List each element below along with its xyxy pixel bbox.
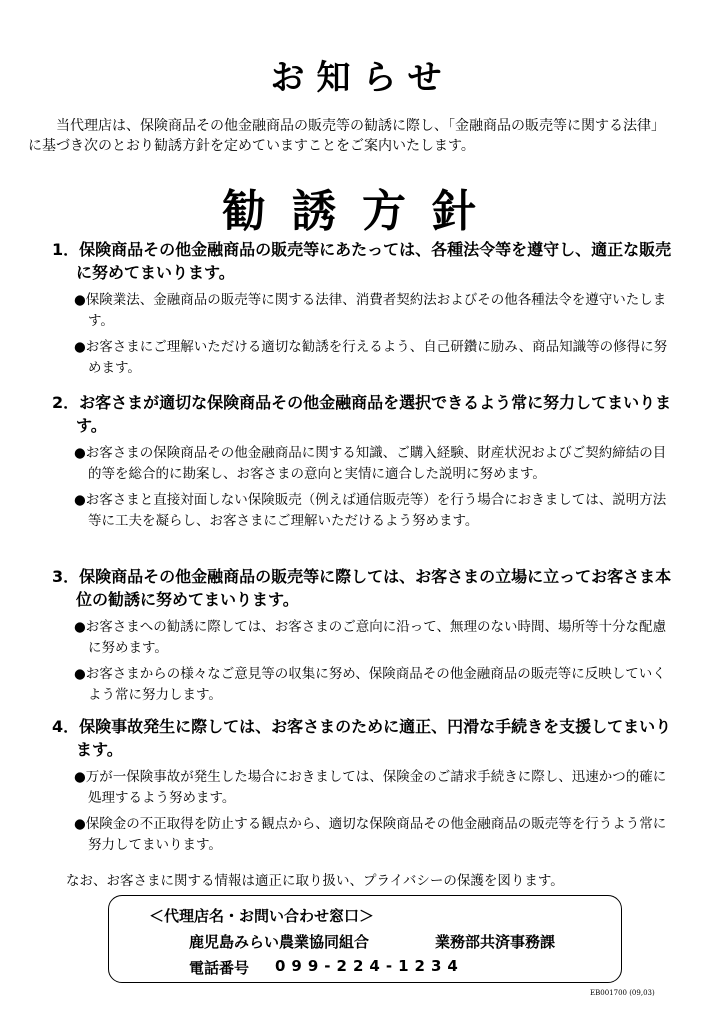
contact-department: 業務部共済事務課 (435, 933, 556, 951)
section-title: 3．保険商品その他金融商品の販売等に際しては、お客さまの立場に立ってお客さま本位の勧誘に努めてまいります。 (52, 567, 672, 609)
policy-heading: 勧誘方針 (222, 186, 502, 237)
policy-section-4 (52, 715, 672, 856)
page-title: お知らせ (270, 58, 454, 98)
contact-organization: 鹿児島みらい農業協同組合 (189, 933, 370, 951)
contact-box (108, 895, 622, 983)
section-title: 4．保険事故発生に際しては、お客さまのために適正、円滑な手続きを支援してまいります。 (52, 717, 672, 759)
contact-title: ＜代理店名・お問い合わせ窓口＞ (149, 907, 375, 925)
intro-paragraph: 当代理店は、保険商品その他金融商品の販売等の勧誘に際し、「金融商品の販売等に関する法律」に基づき次のとおり勧誘方針を定めていますことをご案内いたします。 (28, 118, 665, 154)
bullet-item: ●お客さまの保険商品その他金融商品に関する知識、ご購入経験、財産状況およびご契約締結の目的等を総合的に勘案し、お客さまの意向と実情に適合した説明に努めます。 (74, 445, 667, 482)
policy-section-3 (52, 565, 672, 706)
contact-phone-label: 電話番号 (189, 959, 250, 977)
bullet-item: ●お客さまへの勧誘に際しては、お客さまのご意向に沿って、無理のない時間、場所等十分な配慮に努めます。 (74, 619, 667, 656)
section-title: 1．保険商品その他金融商品の販売等にあたっては、各種法令等を遵守し、適正な販売に努めてまいります。 (52, 240, 672, 282)
bullet-item: ●万が一保険事故が発生した場合におきましては、保険金のご請求手続きに際し、迅速かつ的確に処理するよう努めます。 (74, 769, 667, 806)
bullet-item: ●保険業法、金融商品の販売等に関する法律、消費者契約法およびその他各種法令を遵守いたします。 (74, 292, 667, 329)
policy-section-1 (52, 238, 672, 379)
policy-section-2 (52, 391, 672, 532)
contact-phone-number: 099-224-1234 (275, 957, 464, 975)
bullet-item: ●お客さまからの様々なご意見等の収集に努め、保険商品その他金融商品の販売等に反映していくよう常に努力します。 (74, 666, 666, 703)
privacy-note: なお、お客さまに関する情報は適正に取り扱い、プライバシーの保護を図ります。 (66, 873, 564, 889)
section-title: 2．お客さまが適切な保険商品その他金融商品を選択できるよう常に努力してまいります。 (52, 393, 672, 435)
bullet-item: ●お客さまにご理解いただける適切な勧誘を行えるよう、自己研鑽に励み、商品知識等の修得に努めます。 (74, 339, 668, 376)
bullet-item: ●保険金の不正取得を防止する観点から、適切な保険商品その他金融商品の販売等を行うよう常に努力してまいります。 (74, 816, 667, 853)
document-code: EB001700 (09,03) (590, 989, 655, 997)
bullet-item: ●お客さまと直接対面しない保険販売（例えば通信販売等）を行う場合におきましては、説明方法等に工夫を凝らし、お客さまにご理解いただけるよう努めます。 (74, 492, 667, 529)
